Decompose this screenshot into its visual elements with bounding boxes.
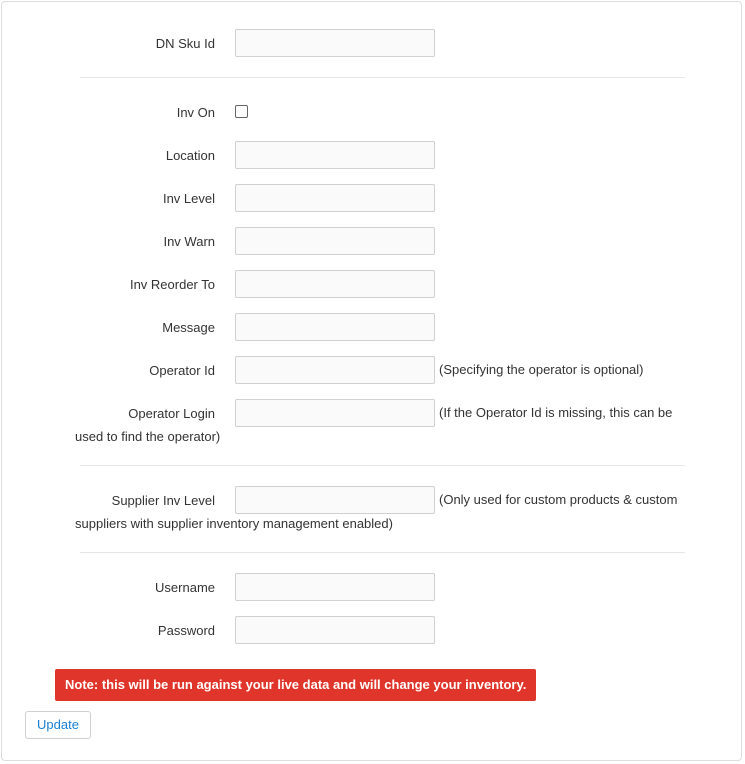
message-label: Message	[162, 320, 215, 335]
operator-login-input[interactable]	[235, 399, 435, 427]
dn-sku-id-input[interactable]	[235, 29, 435, 57]
operator-id-input[interactable]	[235, 356, 435, 384]
username-input[interactable]	[235, 573, 435, 601]
inv-level-label: Inv Level	[162, 191, 215, 206]
location-label: Location	[165, 148, 215, 163]
live-data-warning-note: Note: this will be run against your live data and will change your inventory.	[55, 669, 536, 701]
operator-login-help-line1: (If the Operator Id is missing, this can be	[439, 405, 673, 420]
dn-sku-id-label: DN Sku Id	[155, 36, 215, 51]
location-input[interactable]	[235, 141, 435, 169]
inv-reorder-to-label: Inv Reorder To	[129, 277, 215, 292]
inv-on-checkbox[interactable]	[235, 105, 248, 118]
divider	[80, 465, 685, 466]
operator-login-help-line2: used to find the operator)	[75, 429, 221, 444]
operator-login-label: Operator Login	[128, 406, 215, 421]
inv-on-label: Inv On	[176, 105, 215, 120]
password-input[interactable]	[235, 616, 435, 644]
divider	[80, 552, 685, 553]
inv-warn-input[interactable]	[235, 227, 435, 255]
supplier-inv-level-help-line2: suppliers with supplier inventory management enabled)	[75, 516, 393, 531]
operator-id-help: (Specifying the operator is optional)	[439, 362, 644, 377]
password-label: Password	[157, 623, 215, 638]
supplier-inv-level-help-line1: (Only used for custom products & custom	[439, 492, 678, 507]
inv-reorder-to-input[interactable]	[235, 270, 435, 298]
divider	[80, 77, 685, 78]
inv-level-input[interactable]	[235, 184, 435, 212]
inv-warn-label: Inv Warn	[163, 234, 215, 249]
message-input[interactable]	[235, 313, 435, 341]
operator-id-label: Operator Id	[149, 363, 215, 378]
username-label: Username	[155, 580, 215, 595]
supplier-inv-level-label: Supplier Inv Level	[111, 493, 215, 508]
update-button[interactable]: Update	[25, 711, 91, 739]
supplier-inv-level-input[interactable]	[235, 486, 435, 514]
